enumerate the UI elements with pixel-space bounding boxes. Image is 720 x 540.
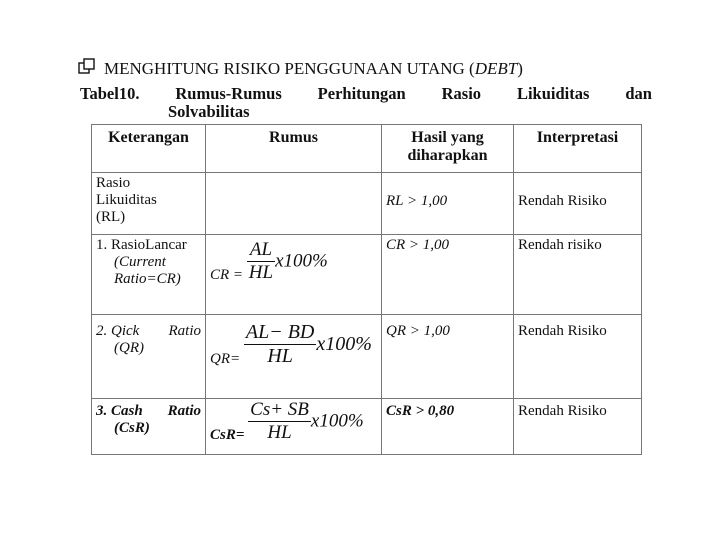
heading-text-close: )	[517, 59, 523, 78]
header-rumus: Rumus	[206, 125, 382, 173]
caption-word: Rumus-Rumus	[175, 84, 282, 103]
caption-line2: Solvabilitas	[168, 102, 250, 121]
formula-fraction: $\frac{AL- BD}{HL}$	[245, 321, 315, 367]
heading-text: MENGHITUNG RISIKO PENGGUNAAN UTANG (	[104, 59, 475, 78]
cell-interpretasi: Rendah Risiko	[514, 315, 642, 399]
section-heading	[78, 58, 523, 79]
caption-word: Tabel10.	[80, 84, 140, 103]
formula-fraction: $\frac{Cs+ SB}{HL}$	[250, 399, 309, 443]
table-row	[92, 399, 642, 455]
table-row	[92, 315, 642, 399]
table-caption	[80, 84, 652, 122]
cell-interpretasi: Rendah risiko	[514, 235, 642, 315]
cell-interpretasi: Rendah Risiko	[514, 173, 642, 235]
ratio-table	[91, 124, 642, 455]
formula-lhs: CsR=	[210, 427, 245, 443]
cell-keterangan: 3. Cash Ratio (CsR)	[92, 399, 206, 455]
formula-multiplier: x100%	[275, 250, 328, 272]
cell-keterangan: 1. RasioLancar (Current Ratio=CR)	[92, 235, 206, 315]
formula-multiplier: x100%	[316, 333, 372, 355]
table-row	[92, 235, 642, 315]
cell-rumus	[206, 173, 382, 235]
caption-word: dan	[625, 84, 652, 103]
cell-keterangan: 2. Qick Ratio (QR)	[92, 315, 206, 399]
caption-word: Likuiditas	[516, 84, 590, 103]
cell-interpretasi: Rendah Risiko	[514, 399, 642, 455]
cell-rumus	[206, 235, 382, 315]
formula-lhs: CR =	[210, 267, 244, 283]
cell-keterangan: Rasio Likuiditas (RL)	[92, 173, 206, 235]
table-header-row	[92, 125, 642, 173]
table-row	[92, 173, 642, 235]
formula-lhs: QR=	[210, 351, 241, 367]
cell-rumus	[206, 399, 382, 455]
cell-rumus	[206, 315, 382, 399]
header-keterangan: Keterangan	[92, 125, 206, 173]
cell-hasil: QR > 1,00	[382, 315, 514, 399]
cell-hasil: CsR > 0,80	[382, 399, 514, 455]
cell-hasil: RL > 1,00	[382, 173, 514, 235]
caption-word: Perhitungan	[317, 84, 406, 103]
header-hasil: Hasil yang diharapkan	[382, 125, 514, 173]
formula-multiplier: x100%	[310, 410, 364, 432]
heading-text-italic: DEBT	[474, 59, 518, 78]
checkbox-icon	[78, 58, 98, 79]
formula-fraction: $\frac{AL}{HL}$	[248, 239, 274, 283]
cell-hasil: CR > 1,00	[382, 235, 514, 315]
caption-word: Rasio	[441, 84, 482, 103]
header-interpretasi: Interpretasi	[514, 125, 642, 173]
